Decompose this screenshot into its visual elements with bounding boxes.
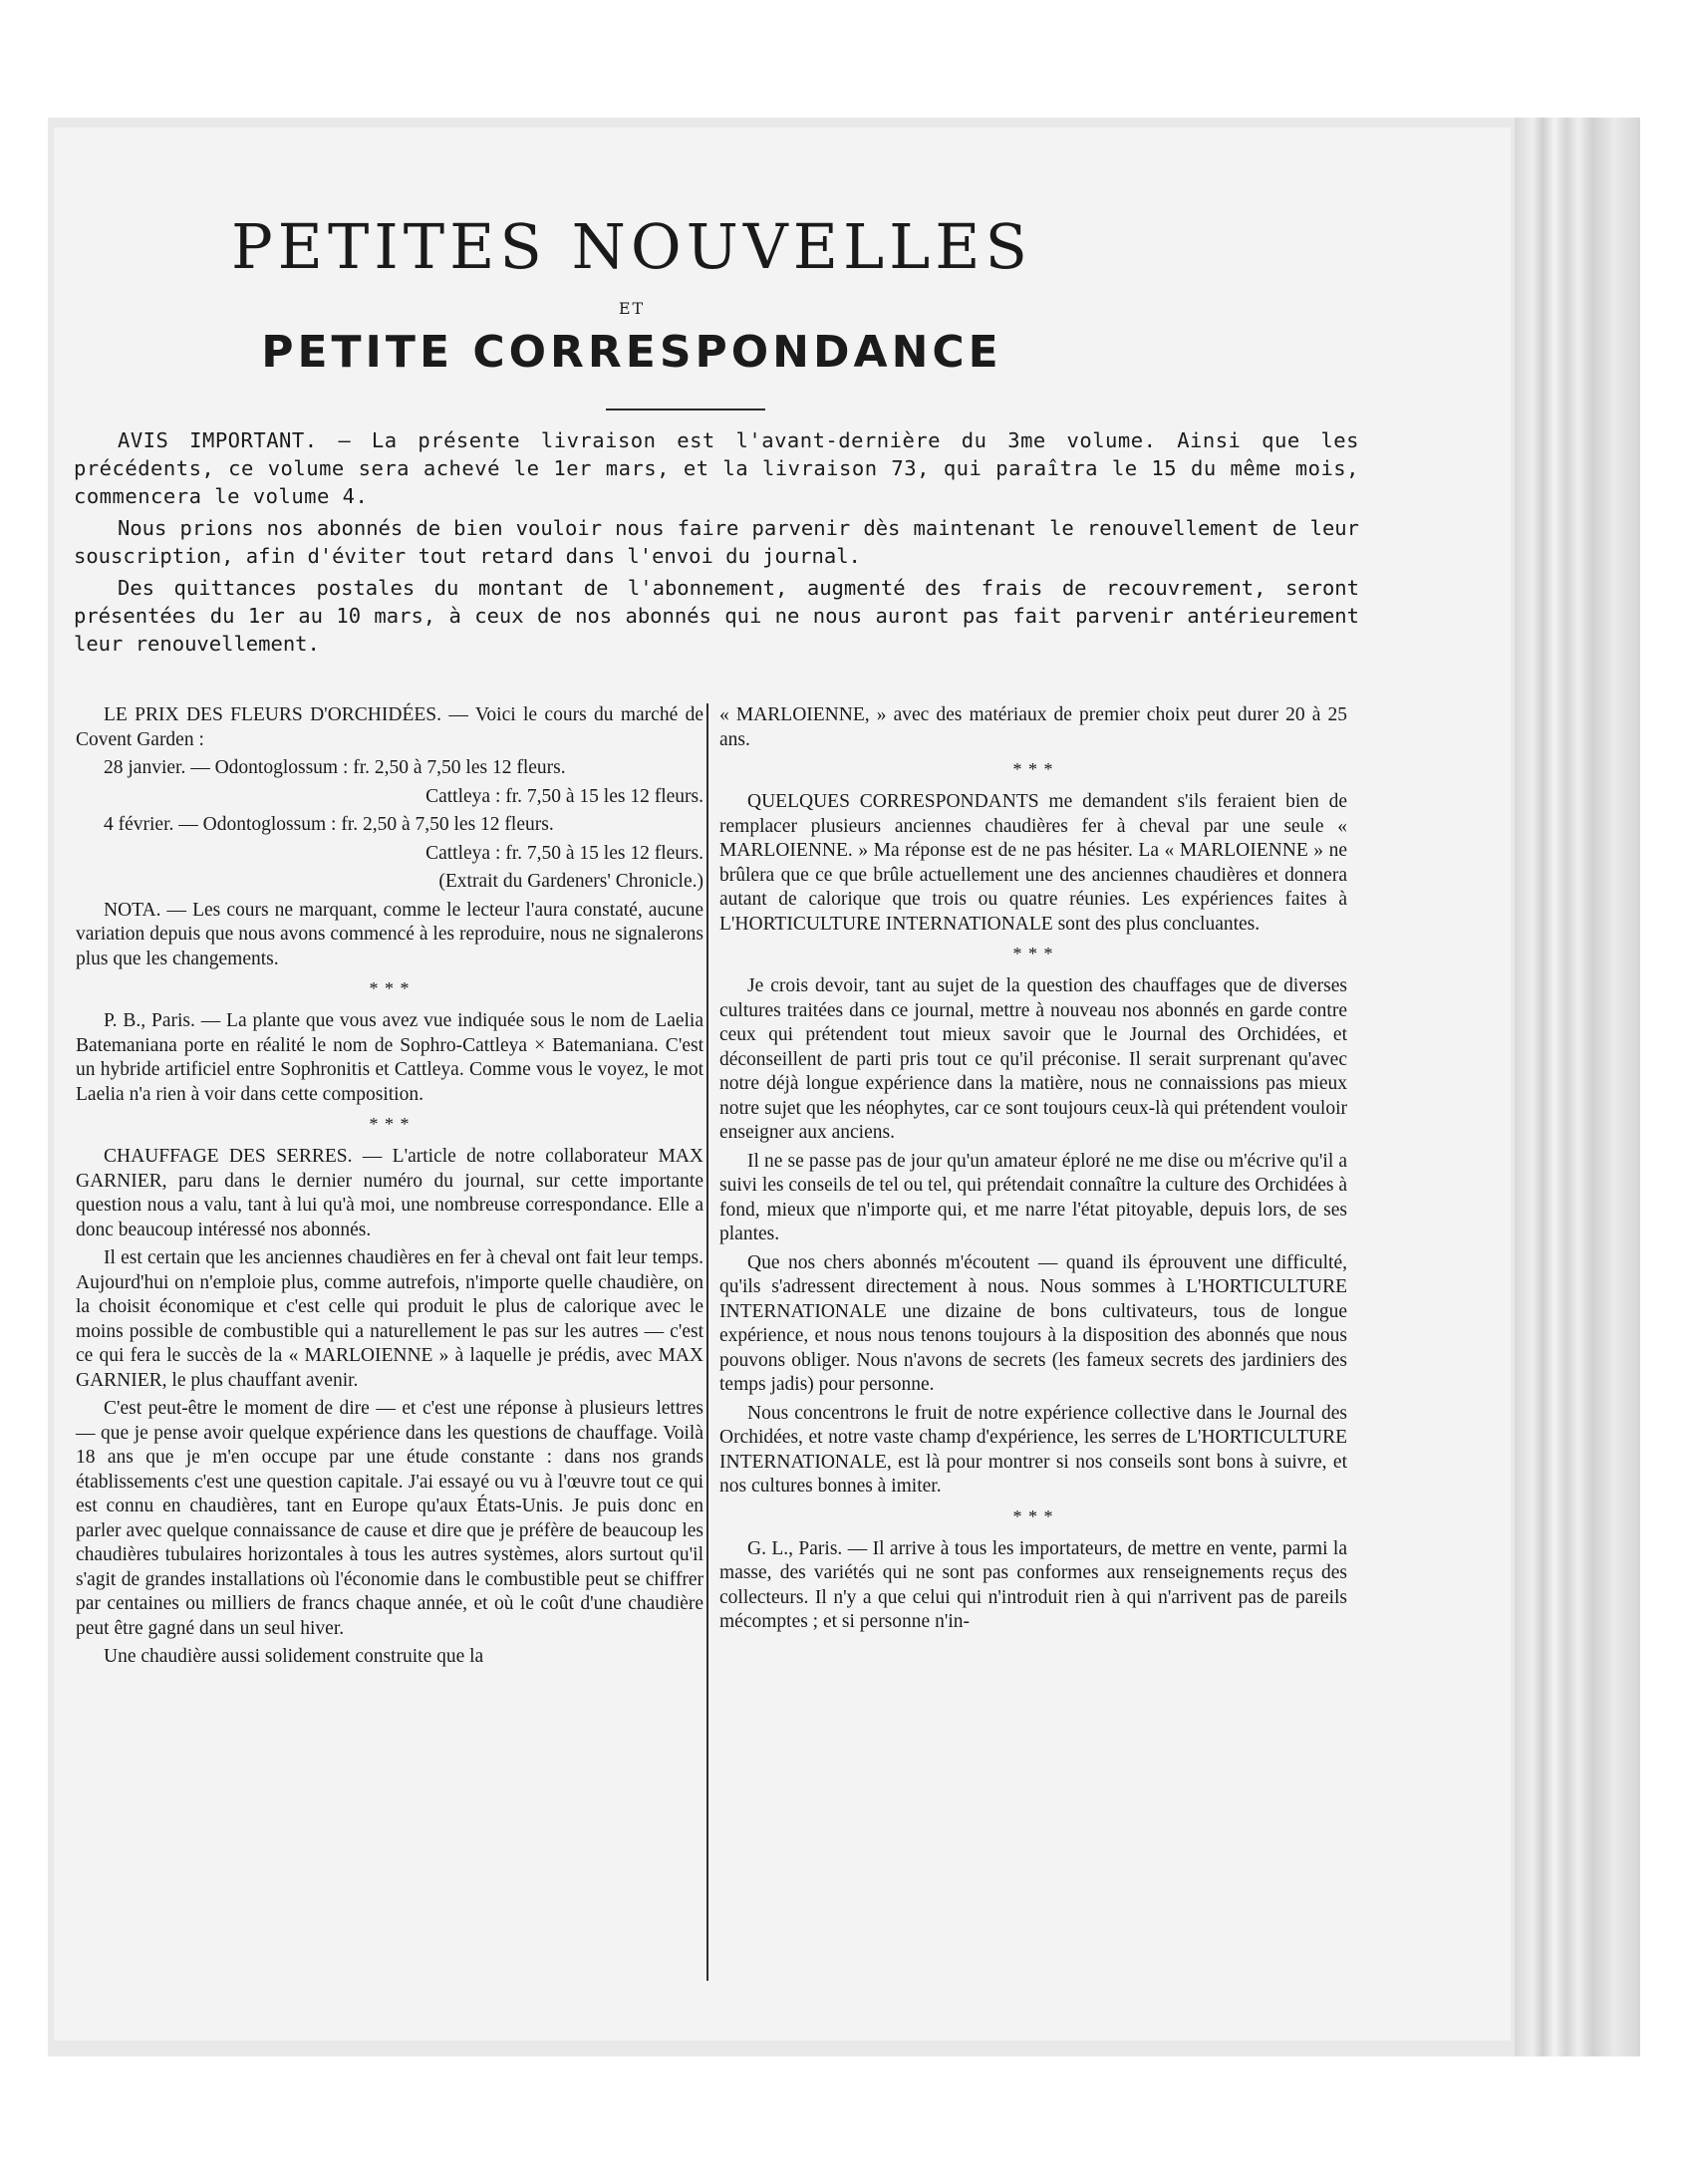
notice-paragraph: Nous prions nos abonnés de bien vouloir nous faire parvenir dès maintenant le renouvellement de leur souscription, afin d'éviter tout retard dans l'envoi du journal. xyxy=(74,516,1359,568)
right-column xyxy=(719,703,1347,1639)
notice-paragraph: AVIS IMPORTANT. — La présente livraison est l'avant-dernière du 3me volume. Ainsi que les précédents, ce volume sera achevé le 1er mars, et la livraison 73, qui paraîtra le 15 du même mois, commencera le volume 4. xyxy=(74,428,1359,508)
article-paragraph: Nous concentrons le fruit de notre expérience collective dans le Journal des Orchidées, et notre vaste champ d'expérience, les serres de L'HORTICULTURE INTERNATIONALE, est là pour montrer si nos conseils sont bons à suivre, et nos cultures bonnes à imiter. xyxy=(719,1402,1347,1497)
notice-paragraph: Des quittances postales du montant de l'abonnement, augmenté des frais de recouvrement, seront présentées du 1er au 10 mars, à ceux de nos abonnés qui ne nous auront pas fait parvenir antérieurement leur renouvellement. xyxy=(74,576,1359,656)
journal-page xyxy=(54,128,1511,2041)
price-line: 4 février. — Odontoglossum : fr. 2,50 à 7,50 les 12 fleurs. xyxy=(104,814,554,835)
article-paragraph: Il est certain que les anciennes chaudières en fer à cheval ont fait leur temps. Aujourd'hui on n'emploie plus, comme autrefois, n'importe quelle chaudière, on la choisit économique et c'est celle qui produit le plus de calorique avec le moins possible de combustible qui a naturellement le pas sur les autres — c'est ce qui fera le succès de la « MARLOIENNE » à laquelle je prédis, avec MAX GARNIER, le plus chauffant avenir. xyxy=(76,1247,704,1391)
page-edge-stack xyxy=(1515,118,1640,2056)
price-line: 28 janvier. — Odontoglossum : fr. 2,50 à 7,50 les 12 fleurs. xyxy=(104,757,566,778)
section-separator: * * * xyxy=(1012,759,1054,779)
article-paragraph: C'est peut-être le moment de dire — et c'est une réponse à plusieurs lettres — que je pense avoir quelque expérience dans les questions de chauffage. Voilà 18 ans que je m'en occupe par une étude constante : dans nos grands établissements c'est une question capitale. J'ai essayé ou vu à l'œuvre tout ce qui est connu en chaudières, tant en Europe qu'aux États-Unis. Je puis donc en parler avec quelque connaissance de cause et dire que je préfère de beaucoup les chaudières tubulaires horizontales à tous les autres systèmes, alors surtout qu'il s'agit de grandes installations où l'économie dans le combustible peut se chiffrer par centaines ou milliers de francs chaque année, et où le coût d'une chaudière peut être gagné dans un seul hiver. xyxy=(76,1398,704,1639)
source-note: (Extrait du Gardeners' Chronicle.) xyxy=(438,871,704,892)
title-conjunction: ET xyxy=(618,299,646,318)
price-line: Cattleya : fr. 7,50 à 15 les 12 fleurs. xyxy=(425,842,704,864)
quelques-paragraph: QUELQUES CORRESPONDANTS me demandent s'ils feraient bien de remplacer plusieurs anciennes chaudières fer à cheval par une seule « MARLOIENNE. » Ma réponse est de ne pas hésiter. La « MARLOIENNE » ne brûlera que ce que brûle actuellement une des anciennes chaudières et donnera autant de calorique que trois ou quatre réunies. Les expériences faites à L'HORTICULTURE INTERNATIONALE sont des plus concluantes. xyxy=(719,791,1347,935)
section-separator: * * * xyxy=(369,1114,411,1134)
article-paragraph: Je crois devoir, tant au sujet de la question des chauffages que de diverses cultures traitées dans ce journal, mettre à nouveau nos abonnés en garde contre ceux qui prétendent tout mieux savoir que le Journal des Orchidées, et déconseillent de parti pris tout ce qu'il préconise. Il serait surprenant qu'avec notre déjà longue expérience dans la matière, nous ne connaissions pas mieux notre sujet que les néophytes, car ce sont toujours ceux-là qui prétendent vouloir enseigner aux anciens. xyxy=(719,975,1347,1143)
page-title: PETITES NOUVELLES xyxy=(230,210,1033,283)
notice-block xyxy=(74,426,1359,662)
page-subtitle: PETITE CORRESPONDANCE xyxy=(261,327,1002,378)
article-paragraph: « MARLOIENNE, » avec des matériaux de premier choix peut durer 20 à 25 ans. xyxy=(719,704,1347,750)
article-paragraph: Que nos chers abonnés m'écoutent — quand ils éprouvent une difficulté, qu'ils s'adressent directement à nous. Nous sommes à L'HORTICULTURE INTERNATIONALE une dizaine de bons cultivateurs, tous de longue expérience, et nous nous tenons toujours à la disposition des abonnés que nous pouvons obliger. Nous n'avons de secrets (les fameux secrets des jardiniers des temps jadis) pour personne. xyxy=(719,1251,1347,1395)
section-separator: * * * xyxy=(1012,1505,1054,1526)
page-header xyxy=(54,207,1210,381)
article-paragraph: Il ne se passe pas de jour qu'un amateur éploré ne me dise ou m'écrive qu'il a suivi les conseils de tel ou tel, qui prétendait connaître la culture des Orchidées à fond, mieux que n'importe qui, et me narre l'état pitoyable, depuis lors, de ses plantes. xyxy=(719,1150,1347,1244)
price-line: Cattleya : fr. 7,50 à 15 les 12 fleurs. xyxy=(425,785,704,807)
section-separator: * * * xyxy=(369,978,411,998)
chauffage-heading: CHAUFFAGE DES SERRES. — L'article de notre collaborateur MAX GARNIER, paru dans le dernier numéro du journal, sur cette importante question nous a valu, tant à lui qu'à moi, une nombreuse correspondance. Elle a donc beaucoup intéressé nos abonnés. xyxy=(76,1146,704,1240)
column-divider xyxy=(706,703,708,1981)
nota-paragraph: NOTA. — Les cours ne marquant, comme le lecteur l'aura constaté, aucune variation depuis que nous avons commencé à les reproduire, nous ne signalerons plus que les changements. xyxy=(76,899,704,969)
section-separator: * * * xyxy=(1012,944,1054,963)
prix-heading: LE PRIX DES FLEURS D'ORCHIDÉES. — Voici le cours du marché de Covent Garden : xyxy=(76,704,704,750)
title-rule xyxy=(606,409,765,410)
gl-paragraph: G. L., Paris. — Il arrive à tous les importateurs, de mettre en vente, parmi la masse, des variétés qui ne sont pas conformes aux renseignements reçus des collecteurs. Il n'y a que celui qui n'introduit rien à qui n'arrivent pas de pareils mécomptes ; et si personne n'in- xyxy=(719,1537,1347,1632)
article-paragraph: Une chaudière aussi solidement construite que la xyxy=(104,1646,484,1667)
pb-paragraph: P. B., Paris. — La plante que vous avez vue indiquée sous le nom de Laelia Batemaniana porte en réalité le nom de Sophro-Cattleya × Batemaniana. C'est un hybride artificiel entre Sophronitis et Cattleya. Comme vous le voyez, le mot Laelia n'a rien à voir dans cette composition. xyxy=(76,1010,704,1105)
left-column xyxy=(76,703,704,1674)
